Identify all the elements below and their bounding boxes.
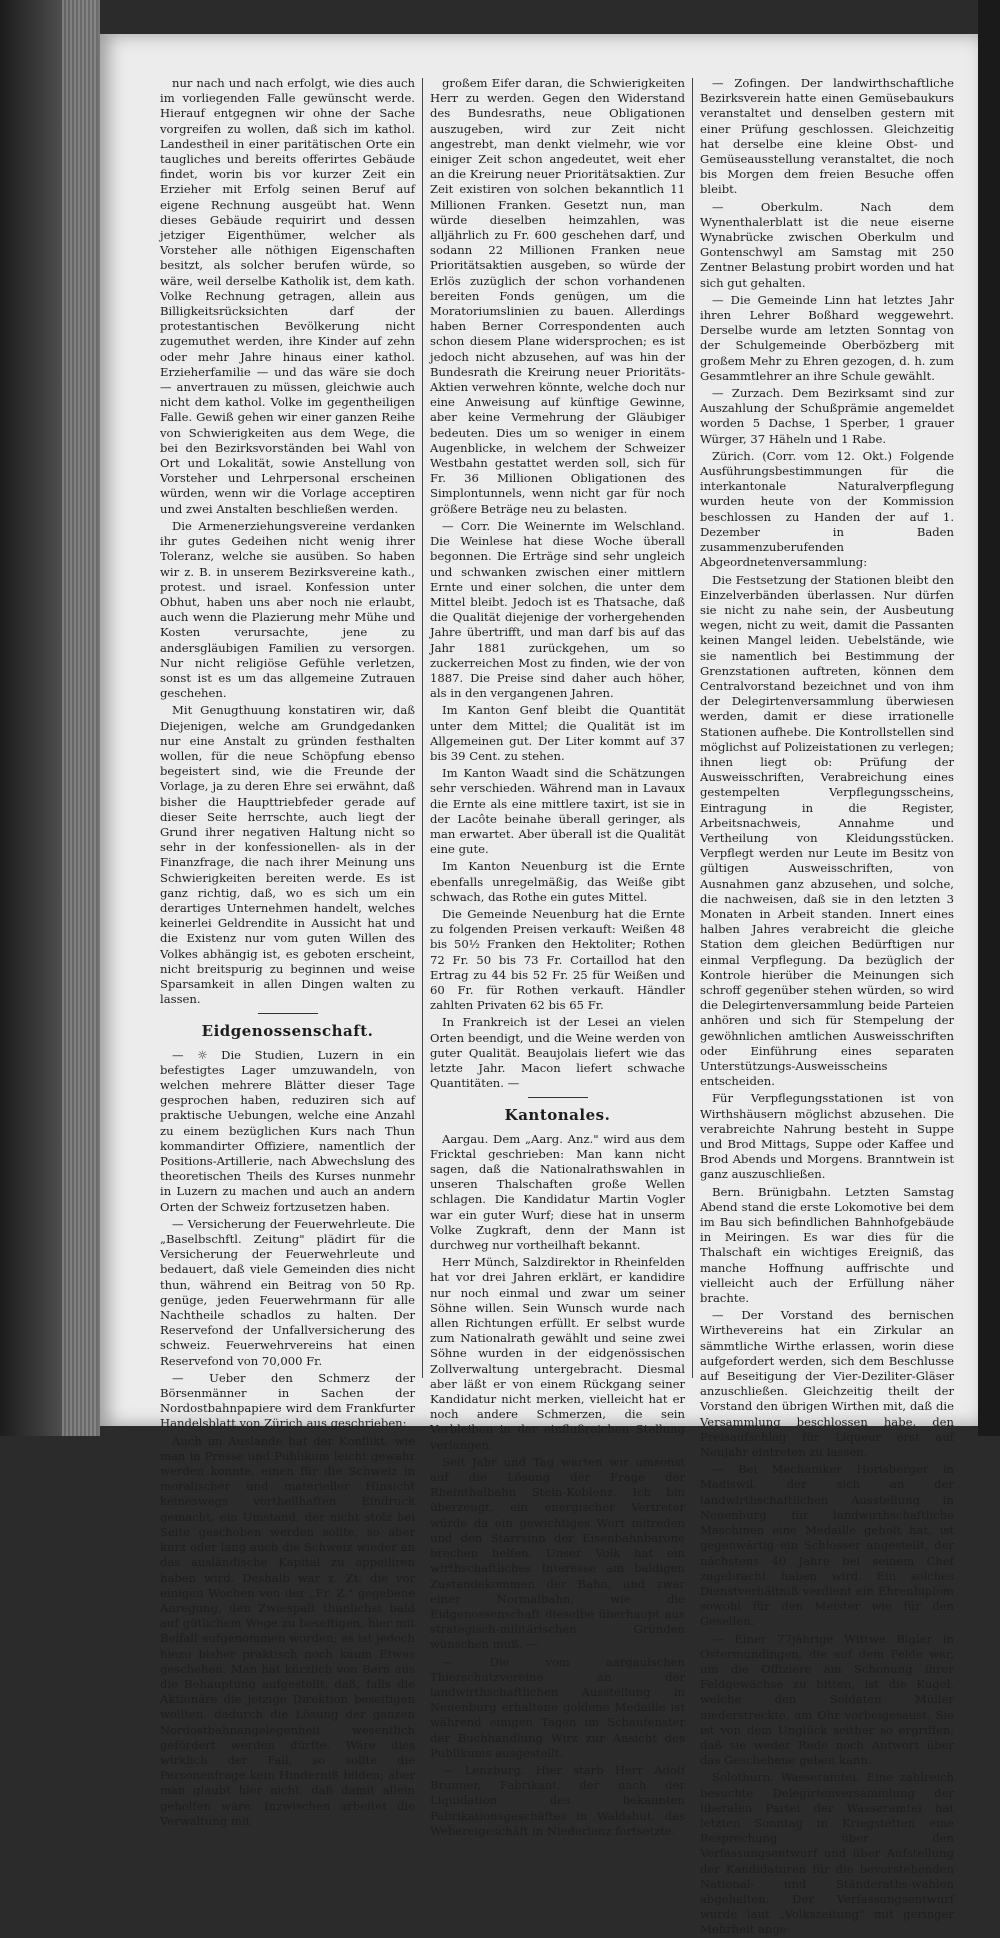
paragraph: Zürich. (Corr. vom 12. Okt.) Folgende Ausführungsbestimmungen für die interkantonale Naturalverpflegung wurden heute von der Kommission beschlossen zu Handen der auf 1. Dezember in Baden zusammenzuberufenden Abgeordnetenversammlung: xyxy=(700,448,954,570)
right-margin-shadow xyxy=(978,0,1000,1436)
paragraph: Seit Jahr und Tag warten wir umsonst auf die Lösung der Frage der Rheinthalbahn Stein-Koblenz. Ich bin überzeugt, ein energischer Vertreter würde da ein gewichtiges Wort mitreden und den Starrsinn der Eisenbahnbarone brechen helfen. Unser Volk hat ein wirthschaftliches Interesse am baldigen Zustandekommen der Bahn, und zwar einer Normalbahn, wie die Eidgenossenschaft dieselbe überhaupt aus strategisch-militärischen Gründen wünschen muß. — xyxy=(430,1454,685,1652)
paragraph: Im Kanton Waadt sind die Schätzungen sehr verschieden. Während man in Lavaux die Ernte als eine mittlere taxirt, ist sie in der Lacôte beinahe überall geringer, als man erwartet. Aber überall ist die Qualität eine gute. xyxy=(430,766,685,857)
paragraph: In Frankreich ist der Lesei an vielen Orten beendigt, und die Weine werden von guter Qualität. Beaujolais liefert wie das letzte Jahr. Macon liefert schwache Quantitäten. — xyxy=(430,1015,685,1091)
column-rule xyxy=(422,78,423,1378)
paragraph: Die Armenerziehungsvereine verdanken ihr gutes Gedeihen nicht wenig ihrer Toleranz, welche sie ausüben. So haben wir z. B. in unserem Bezirksvereine kath., protest. und israel. Konfession unter Obhut, haben uns aber noch nie erlaubt, auch wenn die Plazierung mehr Mühe und Kosten verursachte, jene zu andersgläubigen Familien zu versorgen. Nur nicht religiöse Gefühle verletzen, sonst ist es um das allgemeine Zutrauen geschehen. xyxy=(160,518,415,701)
paragraph: — Lenzburg. Hier starb Herr Adolf Brunner, Fabrikant, der nach der Liquidation des bekannten Fabrikationsgeschäftes in Waldshut, das Webereigeschäft in Niederlenz fortsetzte. xyxy=(430,1762,685,1838)
paragraph: — Corr. Die Weinernte im Welschland. Die Weinlese hat diese Woche überall begonnen. Die Erträge sind sehr ungleich und schwanken zwischen einer mittlern Ernte und einer solchen, die unter dem Mittel bleibt. Jedoch ist es Thatsache, daß die Qualität diejenige der vorhergehenden Jahre übertrifft, und man darf bis auf das Jahr 1881 zurückgehen, um so zuckerreichen Most zu finden, wie der von 1887. Die Preise sind daher auch höher, als in den vergangenen Jahren. xyxy=(430,518,685,701)
column-rule xyxy=(692,78,693,1378)
paragraph: — Bei Mechaniker Horisberger in Madiswil, der sich an der landwirthschaftlichen Ausstellung in Neuenburg für landwirthschaftliche Maschinen eine Medaille geholt hat, ist gegenwärtig ein Schlosser angestellt, der nächstens 40 Jahre bei seinem Chef zugebracht haben wird. Ein solches Dienstverhältniß verdient ein Ehrenbiplom sowohl für den Meister wie für den Gesellen. xyxy=(700,1462,954,1629)
page-edges xyxy=(62,0,98,1436)
section-heading: Eidgenossenschaft. xyxy=(201,1022,374,1041)
paragraph: — Die Gemeinde Linn hat letztes Jahr ihren Lehrer Boßhard weggewehrt. Derselbe wurde am letzten Sonntag von der Schulgemeinde Oberbözberg mit großem Mehr zu Ehren gezogen, d. h. zum Gesammtlehrer an ihre Schule gewählt. xyxy=(700,292,954,383)
paragraph: Die Gemeinde Neuenburg hat die Ernte zu folgenden Preisen verkauft: Weißen 48 bis 50½ Franken den Hektoliter; Rothen 72 Fr. 50 bis 73 Fr. Cortaillod hat den Ertrag zu 44 bis 52 Fr. 25 für Weißen und 60 Fr. für Rothen verkauft. Händler zahlten Privaten 62 bis 65 Fr. xyxy=(430,906,685,1013)
paragraph: — Versicherung der Feuerwehrleute. Die „Baselbschftl. Zeitung" plädirt für die Versicherung der Feuerwehrleute und bedauert, daß viele Gemeinden dies nicht thun, während ein Beitrag von 50 Rp. genüge, jeden Feuerwehrmann für alle Nachtheile schadlos zu halten. Der Reservefond der Unfallversicherung des schweiz. Feuerwehrvereins hat einen Reservefond von 70,000 Fr. xyxy=(160,1216,415,1368)
section-heading: Kantonales. xyxy=(504,1106,611,1125)
paragraph: Im Kanton Neuenburg ist die Ernte ebenfalls unregelmäßig, das Weiße gibt schwach, das Rothe ein gutes Mittel. xyxy=(430,859,685,904)
paragraph: Auch im Auslande hat der Konflikt, wie man in Presse und Publikum leicht gewahr werden konnte, einen für die Schweiz in moralischer und materieller Hinsicht keineswegs vortheilhaften Eindruck gemacht, ein Umstand, der nicht stolz bei Seite geschoben werden sollte, so aber kurz oder lang auch die Schweiz wieder an das ausländische Kapital zu appelliren haben wird. Deshalb war z. Zt. die vor einigen Wochen von der „Fr. Z." gegebene Anregung, den Zwiespalt thunlichst bald auf gütlichem Wege zu beseitigen, hier mit Beifall aufgenommen worden; es ist jedoch hiezu bisher praktisch noch kaum Etwas geschehen. Man hat kürzlich von Bern aus die Behauptung aufgestellt, daß, falls die Aktionäre die jetzige Direktion beseitigen wollten, dadurch die Lösung der ganzen Nordostbahnangelegenheit wesentlich gefördert werden dürfte. Wäre dies wirklich der Fall, so sollte die Personenfrage kein Hinderniß bilden; aber man glaubt hier nicht, daß damit allein geholfen wäre. Inzwischen arbeitet die Verwaltung mit xyxy=(160,1433,415,1828)
paragraph: Solothurn. Wasseramtei. Eine zahlreich besuchte Delegirtenversammlung der liberalen Partei der Wasseramtei hat letzten Sonntag in Kriegstetten eine Besprechung über den Verfassungsentwurf und über Aufstellung der Kandidaturen für die bevorstehenden National- und Ständeraths-wahlen abgehalten. Der Verfassungsentwurf wurde laut „Volkszeitung" mit geringer Mehrheit ange- xyxy=(700,1770,954,1937)
paragraph: — Ueber den Schmerz der Börsenmänner in Sachen der Nordostbahnpapiere wird dem Frankfurter Handelsblatt von Zürich aus geschrieben: xyxy=(160,1370,415,1431)
divider xyxy=(258,1013,318,1014)
paragraph: Die Festsetzung der Stationen bleibt den Einzelverbänden überlassen. Nur dürfen sie nicht zu nahe sein, der Ausbeutung wegen, nicht zu weit, damit die Passanten keinen Mangel leiden. Uebelstände, wie sie namentlich bei Bestimmung der Grenzstationen auftreten, können dem Centralvorstand bezeichnet und von ihm der Delegirtenversammlung überwiesen werden, damit er diese irrationelle Stationen aufhebe. Die Kontrollstellen sind möglichst auf Polizeistationen zu verlegen; ihnen liegt ob: Prüfung der Ausweisschriften, Verabreichung eines gestempelten Verpflegungsscheins, Eintragung in die Register, Arbeitsnachweis, Annahme und Vertheilung von Kleidungsstücken. Verpflegt werden nur Leute im Besitz von gültigen Ausweisschriften, von Ausnahmen ganz abzusehen, und solche, die nachweisen, daß sie in den letzten 3 Monaten in Arbeit standen. Innert eines halben Jahres verabreicht die gleiche Station dem gleichen Bedürftigen nur einmal Verpflegung. Da bezüglich der Kontrole hierüber die Meinungen sich schroff gegenüber stehen würden, so wird die Delegirtenversammlung beide Parteien anhören und sich für Stempelung der gewöhnlichen amtlichen Ausweisschriften oder Einführung eines separaten Unterstützungs-Ausweisscheins entscheiden. xyxy=(700,572,954,1089)
newspaper-page xyxy=(100,34,978,1937)
column-2 xyxy=(430,76,685,1838)
column-1 xyxy=(160,76,415,1828)
paragraph: — Einer 77jährige Wittwe Bigler in Ostermundingen, die auf dem Felde war, um die Offiziere am Schonung ihrer Feldgewächse zu bitten, ist die Kugel, welche den Soldaten Müller niederstreckte, am Ohr vorbeigesaust. Sie ist von dem Unglück seither so ergriffen, daß sie weder Rede noch Antwort über das Geschehene geben kann. xyxy=(700,1631,954,1768)
paragraph: Für Verpflegungsstationen ist von Wirthshäusern möglichst abzusehen. Die verabreichte Nahrung besteht in Suppe und Brod Mittags, Suppe oder Kaffee und Brod Abends und Morgens. Branntwein ist ganz auszuschließen. xyxy=(700,1091,954,1182)
paragraph: — Der Vorstand des bernischen Wirthevereins hat ein Zirkular an sämmtliche Wirthe erlassen, worin diese aufgefordert werden, sich dem Beschlusse auf Beseitigung der Vier-Deziliter-Gläser anzuschließen. Gleichzeitig theilt der Vorstand den übrigen Wirthen mit, daß die Versammlung beschlossen habe, den Preisaufschlag für Liqueur erst auf Neujahr eintreten zu lassen. xyxy=(700,1308,954,1460)
paragraph: Mit Genugthuung konstatiren wir, daß Diejenigen, welche am Grundgedanken nur eine Anstalt zu gründen festhalten wollen, für die neue Schöpfung ebenso begeistert sind, wie die Freunde der Vorlage, ja zu deren Ehre sei erwähnt, daß bisher die Haupttriebfeder gerade auf dieser Seite herrschte, auch liegt der Grund ihrer negativen Haltung nicht so sehr in der konfessionellen- als in der Finanzfrage, die nach ihrer Meinung uns Schwierigkeiten bereiten werde. Es ist ganz richtig, daß, wo es sich um ein derartiges Unternehmen handelt, welches keinerlei Geldrendite in Aussicht hat und die Existenz nur vom guten Willen des Volkes abhängig ist, es geboten erscheint, nicht breitspurig zu beginnen und weise Sparsamkeit in allen Dingen walten zu lassen. xyxy=(160,703,415,1007)
paragraph: — Zofingen. Der landwirthschaftliche Bezirksverein hatte einen Gemüsebaukurs veranstaltet und denselben gestern mit einer Prüfung geschlossen. Gleichzeitig hat derselbe eine kleine Obst- und Gemüseausstellung veranstaltet, die noch bis Morgen dem freien Besuche offen bleibt. xyxy=(700,76,954,197)
paragraph: Im Kanton Genf bleibt die Quantität unter dem Mittel; die Qualität ist im Allgemeinen gut. Der Liter kommt auf 37 bis 39 Cent. zu stehen. xyxy=(430,703,685,763)
column-3 xyxy=(700,76,954,1937)
paragraph: — Oberkulm. Nach dem Wynenthalerblatt ist die neue eiserne Wynabrücke zwischen Oberkulm und Gontenschwyl am Samstag mit 250 Zentner Belastung probirt worden und hat sich gut gehalten. xyxy=(700,199,954,290)
paragraph: Herr Münch, Salzdirektor in Rheinfelden hat vor drei Jahren erklärt, er kandidire nur noch einmal und zwar um seiner Söhne willen. Sein Wunsch wurde nach allen Richtungen erfüllt. Er selbst wurde zum Nationalrath gewählt und seine zwei Söhne wurden in der eidgenössischen Zollverwaltung untergebracht. Diesmal aber läßt er von einem Rückgang seiner Kandidatur nicht merken, vielleicht hat er noch andere Schmerzen, die sein Verbleiben in der einflußreichen Stellung verlangen. xyxy=(430,1255,685,1452)
paragraph: — ☼ Die Studien, Luzern in ein befestigtes Lager umzuwandeln, von welchen mehrere Blätter dieser Tage gesprochen haben, reduziren sich auf praktische Uebungen, welche eine Anzahl zu einem bezüglichen Kurs nach Thun kommandirter Offiziere, namentlich der Positions-Artillerie, nach Abwechslung des theoretischen Theils des Kurses nunmehr in Luzern zu machen und auch an andern Orten der Schweiz fortzusetzen haben. xyxy=(160,1047,415,1214)
paragraph: Bern. Brünigbahn. Letzten Samstag Abend stand die erste Lokomotive bei dem im Bau sich befindlichen Bahnhofgebäude in Meiringen. Es war dies für die Thalschaft ein wichtiges Ereigniß, das manche Hoffnung auffrischte und vielleicht auch der Erfüllung näher brachte. xyxy=(700,1184,954,1306)
paragraph: — Die vom aargauischen Thierschutzvereine an der landwirthschaftlichen Ausstellung in Neuenburg erhaltene goldene Medaille ist während einigen Tagen im Schaufenster der Buchhandlung Wirz zur Ansicht des Publikums ausgestellt. xyxy=(430,1654,685,1760)
divider xyxy=(528,1097,588,1098)
paragraph: — Zurzach. Dem Bezirksamt sind zur Auszahlung der Schußprämie angemeldet worden 5 Dachse, 1 Sperber, 1 grauer Würger, 37 Häheln und 1 Rabe. xyxy=(700,386,954,446)
paragraph: Aargau. Dem „Aarg. Anz." wird aus dem Fricktal geschrieben: Man kann nicht sagen, daß die Nationalrathswahlen in unseren Thalschaften große Wellen schlagen. Die Kandidatur Martin Vogler war ein guter Wurf; diese hat in unserm Volke Zugkraft, denn der Mann ist durchweg nur vortheilhaft bekannt. xyxy=(430,1131,685,1253)
paragraph: nur nach und nach erfolgt, wie dies auch im vorliegenden Falle gewünscht werde. Hierauf entgegnen wir ohne der Sache vorgreifen zu wollen, daß sich im kathol. Landestheil in einer paritätischen Orte ein taugliches und bereits offerirtes Gebäude findet, worin bis vor kurzer Zeit ein Erzieher mit Erfolg seinen Beruf auf eigene Rechnung ausgeübt hat. Wenn dieses Gebäude requirirt und dessen jetziger Eigenthümer, welcher als Vorsteher alle nöthigen Eigenschaften besitzt, als solcher berufen würde, so wäre, weil derselbe Katholik ist, dem kath. Volke Rechnung getragen, allein aus Billigkeitsrücksichten darf der protestantischen Bevölkerung nicht zugemuthet werden, ihre Kinder auf zehn oder mehr Jahre hinaus einer kathol. Erzieherfamilie — und das wäre sie doch — anvertrauen zu müssen, gleichwie auch nicht dem kathol. Volke im gegentheiligen Falle. Gewiß gehen wir einer ganzen Reihe von Schwierigkeiten aus dem Wege, die bei den Bezirksvorständen bei Wahl von Ort und Lokalität, sowie Anstellung von Vorsteher und Lehrpersonal erscheinen würden, wenn wir die Vorlage acceptiren und zwei Anstalten beschließen werden. xyxy=(160,76,415,516)
paragraph: großem Eifer daran, die Schwierigkeiten Herr zu werden. Gegen den Widerstand des Bundesraths, neue Obligationen auszugeben, wird zur Zeit nicht angestrebt, man denkt vielmehr, wie vor einiger Zeit schon angedeutet, weit eher an die Kreirung neuer Prioritätsaktien. Zur Zeit existiren von solchen bekanntlich 11 Millionen Franken. Gesetzt nun, man würde dieselben heimzahlen, was alljährlich zu Fr. 600 geschehen darf, und sodann 22 Millionen Franken neue Prioritätsaktien ausgeben, so würde der Erlös zuzüglich der schon vorhandenen bereiten Fonds genügen, um die Moratoriumslinien zu bauen. Allerdings haben Berner Correspondenten auch schon diesem Plane widersprochen; es ist jedoch nicht abzusehen, auf was hin der Bundesrath die Kreirung neuer Prioritäts-Aktien verwehren könnte, welche doch nur eine Anweisung auf künftige Gewinne, aber keine Vermehrung der Gläubiger bedeuten. Dies um so weniger in einem Augenblicke, in welchem der Schweizer Westbahn gestattet werden soll, sich für Fr. 36 Millionen Obligationen des Simplontunnels, wenn nicht gar für noch größere Beträge neu zu belasten. xyxy=(430,76,685,516)
